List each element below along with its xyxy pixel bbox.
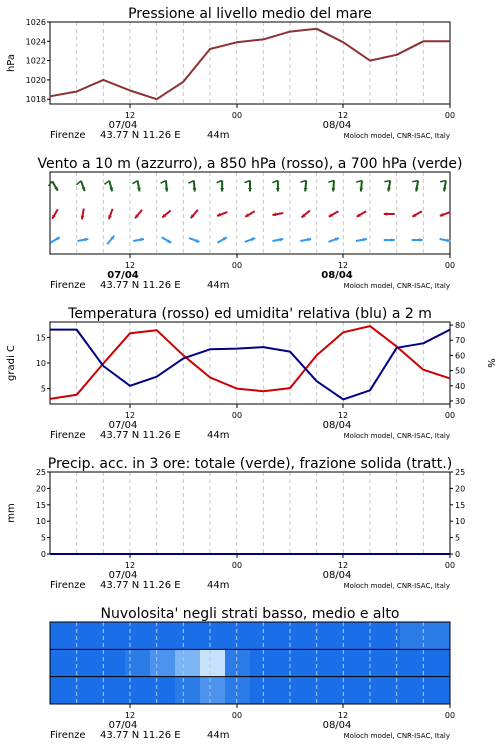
- cloud-cell-alto: [250, 622, 276, 650]
- cloud-cell-alto: [150, 622, 176, 650]
- humidity-y-tick-label: 80: [455, 321, 466, 331]
- precip-y-right-tick-label: 25: [455, 468, 466, 477]
- cloud-cell-medio: [175, 649, 201, 677]
- precip-y-tick-label: 15: [35, 500, 46, 510]
- temp-y-tick-label: 10: [35, 359, 46, 368]
- date-label: 07/04: [107, 270, 139, 281]
- wind-barb-head: [248, 188, 252, 192]
- station-coords: 43.77 N 11.26 E: [100, 130, 181, 141]
- wind-barb-head: [193, 188, 197, 192]
- station-coords: 43.77 N 11.26 E: [100, 580, 181, 591]
- wind-barb-head: [220, 188, 224, 192]
- cloud-cell-medio: [325, 649, 351, 677]
- wind-title: Vento a 10 m (azzurro), a 850 hPa (rosso), a 700 hPa (verde): [37, 156, 463, 172]
- x-tick-label: 00: [231, 261, 243, 270]
- station-coords: 43.77 N 11.26 E: [100, 430, 181, 441]
- precip-y-tick-label: 5: [40, 533, 46, 543]
- precip-y-tick-label: 20: [35, 484, 46, 494]
- x-tick-label: 12: [337, 261, 349, 270]
- station-elevation: 44m: [207, 730, 230, 741]
- cloud-cell-medio: [150, 649, 176, 677]
- cloud-cell-basso: [275, 677, 301, 705]
- wind-barb-feather: [132, 181, 137, 184]
- date-label: 07/04: [108, 570, 138, 581]
- station-elevation: 44m: [207, 130, 230, 141]
- cloud-cell-medio: [275, 649, 301, 677]
- station-name: Firenze: [50, 580, 86, 591]
- cloud-cell-medio: [425, 649, 451, 677]
- cloud-cell-basso: [75, 677, 101, 705]
- model-credit: Moloch model, CNR-ISAC, Italy: [343, 132, 450, 140]
- cloud-cell-basso: [400, 677, 426, 705]
- cloud-cell-medio: [225, 649, 251, 677]
- cloud-cell-medio: [125, 649, 151, 677]
- cloud-cell-alto: [275, 622, 301, 650]
- date-label: 08/04: [322, 420, 352, 431]
- cloud-cell-basso: [175, 677, 201, 705]
- x-tick-label: 12: [337, 411, 349, 420]
- temp-frame: [50, 322, 450, 404]
- cloud-cell-alto: [75, 622, 101, 650]
- temp-y-tick-label: 15: [35, 333, 46, 343]
- model-credit: Moloch model, CNR-ISAC, Italy: [343, 582, 450, 590]
- cloud-cell-medio: [350, 649, 376, 677]
- wind-barb-head: [331, 188, 335, 192]
- cloud-cell-basso: [50, 677, 76, 705]
- temp-y-tick-label: 5: [40, 384, 46, 394]
- wind-barb-head: [359, 188, 363, 192]
- humidity-y-tick-label: 70: [455, 336, 466, 346]
- model-credit: Moloch model, CNR-ISAC, Italy: [343, 732, 450, 740]
- x-tick-label: 00: [444, 261, 456, 270]
- station-name: Firenze: [50, 430, 86, 441]
- cloud-cell-medio: [75, 649, 101, 677]
- x-tick-label: 12: [337, 561, 349, 570]
- wind-barb-feather: [104, 181, 109, 185]
- x-tick-label: 00: [231, 561, 243, 570]
- precip-y-tick-label: 25: [35, 468, 46, 477]
- x-tick-label: 12: [124, 261, 136, 270]
- date-label: 08/04: [322, 570, 352, 581]
- precip-y-right-tick-label: 15: [455, 500, 466, 510]
- pressure-y-tick-label: 1018: [25, 95, 46, 105]
- cloud-title: Nuvolosita' negli strati basso, medio e alto: [100, 606, 400, 622]
- cloud-cell-basso: [225, 677, 251, 705]
- cloud-cell-basso: [425, 677, 451, 705]
- cloud-cell-alto: [300, 622, 326, 650]
- temp-title: Temperatura (rosso) ed umidita' relativa (blu) a 2 m: [68, 306, 432, 322]
- cloud-cell-alto: [325, 622, 351, 650]
- cloud-cell-medio: [50, 649, 76, 677]
- pressure-y-tick-label: 1026: [25, 18, 46, 27]
- date-label: 07/04: [108, 120, 138, 131]
- humidity-y-tick-label: 50: [455, 366, 466, 376]
- x-tick-label: 00: [231, 411, 243, 420]
- precip-y-tick-label: 0: [40, 550, 46, 559]
- cloud-cell-basso: [125, 677, 151, 705]
- model-credit: Moloch model, CNR-ISAC, Italy: [343, 432, 450, 440]
- station-elevation: 44m: [207, 280, 230, 291]
- precip-y-right-tick-label: 10: [455, 517, 466, 527]
- station-coords: 43.77 N 11.26 E: [100, 280, 181, 291]
- pressure-y-tick-label: 1022: [25, 56, 46, 66]
- pressure-ylabel: hPa: [6, 53, 17, 73]
- wind-barb-head: [419, 238, 423, 242]
- precip-y-right-tick-label: 0: [455, 550, 461, 559]
- cloud-cell-alto: [50, 622, 76, 650]
- pressure-series-line: [50, 29, 450, 99]
- cloud-cell-basso: [300, 677, 326, 705]
- cloud-cell-alto: [175, 622, 201, 650]
- wind-barb-head: [276, 188, 280, 192]
- precip-ylabel: mm: [6, 503, 17, 523]
- x-tick-label: 12: [124, 111, 136, 120]
- humidity-y-tick-label: 40: [455, 381, 466, 391]
- cloud-cell-alto: [225, 622, 251, 650]
- humidity-y-tick-label: 60: [455, 351, 466, 361]
- wind-barb-head: [304, 188, 308, 192]
- x-tick-label: 00: [231, 711, 243, 720]
- x-tick-label: 12: [124, 561, 136, 570]
- cloud-cell-medio: [300, 649, 326, 677]
- temperature-series-line: [50, 326, 450, 399]
- x-tick-label: 00: [444, 561, 456, 570]
- cloud-cell-basso: [250, 677, 276, 705]
- x-tick-label: 00: [231, 111, 243, 120]
- station-name: Firenze: [50, 130, 86, 141]
- cloud-cell-alto: [400, 622, 426, 650]
- station-coords: 43.77 N 11.26 E: [100, 730, 181, 741]
- cloud-cell-basso: [200, 677, 226, 705]
- humidity-y-tick-label: 30: [455, 396, 466, 406]
- wind-barb-head: [391, 238, 395, 242]
- temp-ylabel: gradi C: [6, 345, 17, 381]
- wind-barb-head: [165, 188, 169, 192]
- station-elevation: 44m: [207, 580, 230, 591]
- date-label: 07/04: [108, 420, 138, 431]
- cloud-cell-basso: [325, 677, 351, 705]
- x-tick-label: 12: [337, 711, 349, 720]
- cloud-cell-basso: [150, 677, 176, 705]
- precip-frame: [50, 472, 450, 554]
- cloud-cell-alto: [350, 622, 376, 650]
- humidity-ylabel: %: [485, 358, 496, 368]
- station-name: Firenze: [50, 280, 86, 291]
- date-label: 07/04: [108, 720, 138, 731]
- cloud-cell-alto: [200, 622, 226, 650]
- cloud-cell-alto: [125, 622, 151, 650]
- cloud-cell-basso: [350, 677, 376, 705]
- cloud-cell-medio: [400, 649, 426, 677]
- model-credit: Moloch model, CNR-ISAC, Italy: [343, 282, 450, 290]
- x-tick-label: 00: [444, 411, 456, 420]
- cloud-cell-medio: [250, 649, 276, 677]
- station-elevation: 44m: [207, 430, 230, 441]
- pressure-y-tick-label: 1020: [25, 75, 46, 85]
- pressure-frame: [50, 22, 450, 104]
- wind-barb-head: [384, 212, 388, 216]
- pressure-title: Pressione al livello medio del mare: [128, 6, 372, 22]
- pressure-y-tick-label: 1024: [25, 37, 46, 47]
- x-tick-label: 12: [337, 111, 349, 120]
- cloud-cell-medio: [200, 649, 226, 677]
- x-tick-label: 00: [444, 711, 456, 720]
- date-label: 08/04: [321, 270, 353, 281]
- precip-y-tick-label: 10: [35, 517, 46, 527]
- cloud-cell-alto: [425, 622, 451, 650]
- date-label: 08/04: [322, 120, 352, 131]
- x-tick-label: 00: [444, 111, 456, 120]
- station-name: Firenze: [50, 730, 86, 741]
- precip-title: Precip. acc. in 3 ore: totale (verde), frazione solida (tratt.): [47, 456, 453, 472]
- date-label: 08/04: [322, 720, 352, 731]
- x-tick-label: 12: [124, 411, 136, 420]
- precip-y-right-tick-label: 5: [455, 533, 461, 543]
- x-tick-label: 12: [124, 711, 136, 720]
- precip-y-right-tick-label: 20: [455, 484, 466, 494]
